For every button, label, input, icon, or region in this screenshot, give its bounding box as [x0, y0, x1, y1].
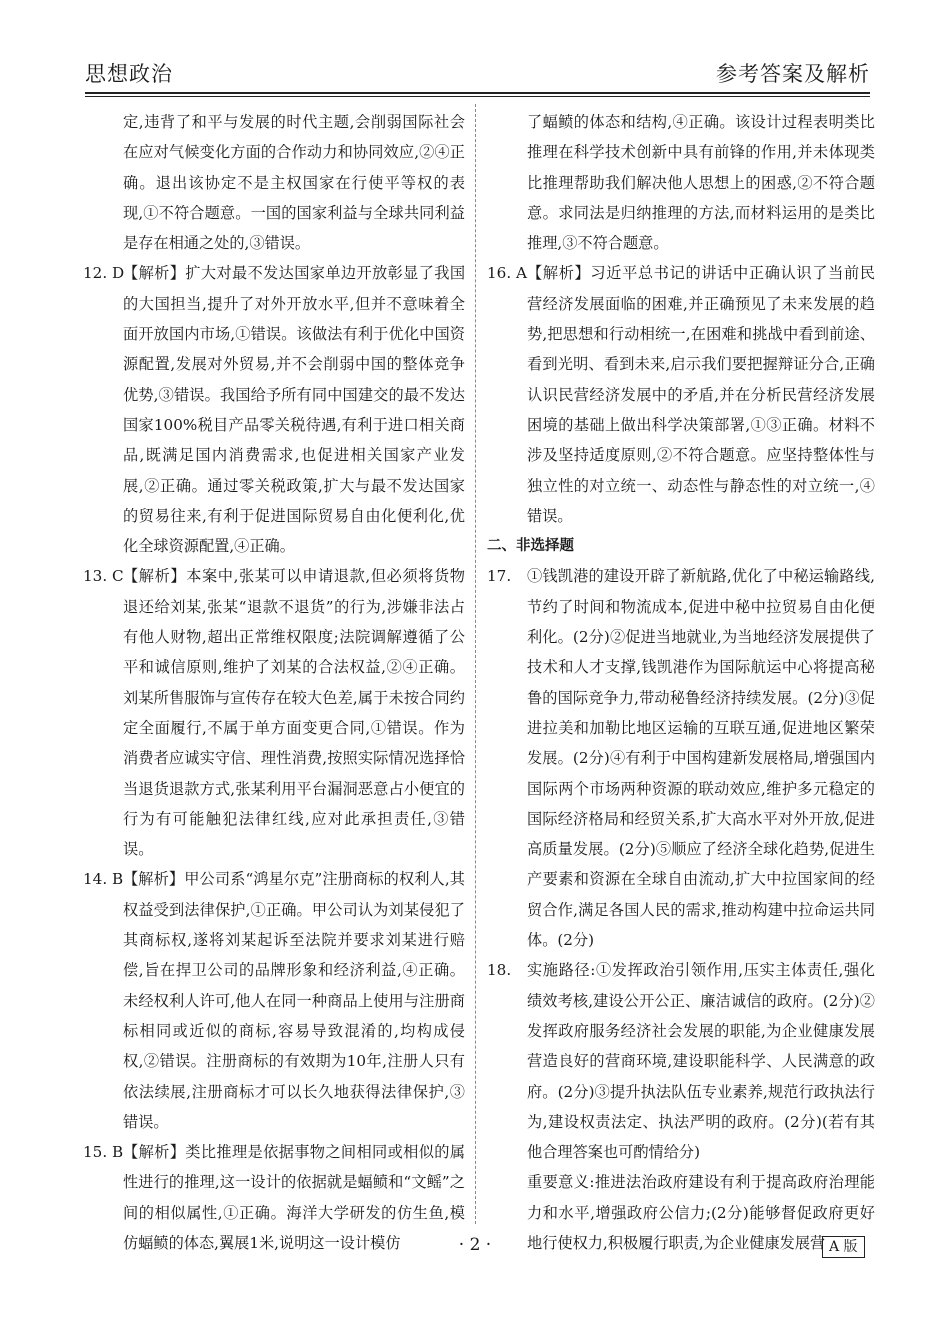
right-column: [487, 107, 875, 1258]
item-text: 【解析】本案中,张某可以申请退款,但必须将货物退还给刘某,张某“退款不退货”的行为,涉嫌非法占有他人财物,超出正常维权限度;法院调解遵循了公平和诚信原则,维护了刘某的合法权益,②④正确。刘某所售服饰与宣传存在较大色差,属于未按合同约定全面履行,不属于单方面变更合同,①错误。作为消费者应诚实守信、理性消费,按照实际情况选择恰当退货退款方式,张某利用平台漏洞恶意占小便宜的行为有可能触犯法律红线,应对此承担责任,③错误。: [123, 567, 465, 859]
continuation-paragraph: 定,违背了和平与发展的时代主题,会削弱国际社会在应对气候变化方面的合作动力和协同效应,②④正确。退出该协定不是主权国家在行使平等权的表现,①不符合题意。一国的国家利益与全球共同利益是存在相通之处的,③错误。: [123, 113, 465, 253]
section-title: 参考答案及解析: [716, 62, 870, 86]
item-number: 15. B: [83, 1143, 124, 1162]
item-number: 13. C: [83, 567, 124, 586]
item-text: 实施路径:①发挥政治引领作用,压实主体责任,强化绩效考核,建设公开公正、廉洁诚信的政府。(2分)②发挥政府服务经济社会发展的职能,为企业健康发展营造良好的营商环境,建设职能科学、人民满意的政府。(2分)③提升执法队伍专业素养,规范行政执法行为,建设权责法定、执法严明的政府。(2分)(若有其他合理答案也可酌情给分): [527, 961, 875, 1162]
item-text: 【解析】类比推理是依据事物之间相同或相似的属性进行的推理,这一设计的依据就是蝠鲼和“文鳐”之间的相似属性,①正确。海洋大学研发的仿生鱼,模仿蝠鲼的体态,翼展1米,说明这一设计模仿: [123, 1143, 465, 1252]
header-rule-thick: [85, 92, 870, 94]
item-text: 【解析】甲公司系“鸿星尔克”注册商标的权利人,其权益受到法律保护,①正确。甲公司认为刘某侵犯了其商标权,遂将刘某起诉至法院并要求刘某进行赔偿,旨在捍卫公司的品牌形象和经济利益,④正确。未经权利人许可,他人在同一种商品上使用与注册商标相同或近似的商标,容易导致混淆的,均构成侵权,②错误。注册商标的有效期为10年,注册人只有依法续展,注册商标才可以长久地获得法律保护,③错误。: [123, 870, 465, 1131]
answer-item-16: [487, 258, 875, 531]
left-column: [83, 107, 465, 1258]
answer-item-13: [83, 561, 465, 864]
item-number: 14. B: [83, 870, 124, 889]
answer-item-14: [83, 864, 465, 1137]
item-number: 17.: [487, 567, 512, 586]
continuation-paragraph: 了蝠鲼的体态和结构,④正确。该设计过程表明类比推理在科学技术创新中具有前锋的作用,并未体现类比推理帮助我们解决他人思想上的困惑,②不符合题意。求同法是归纳推理的方法,而材料运用的是类比推理,③不符合题意。: [527, 113, 875, 253]
column-divider: [475, 104, 476, 1224]
subject-title: 思想政治: [85, 62, 173, 86]
item-number: 18.: [487, 961, 512, 980]
page-number: · 2 ·: [458, 1235, 492, 1255]
answer-item-17: [487, 561, 875, 955]
item-text: ①钱凯港的建设开辟了新航路,优化了中秘运输路线,节约了时间和物流成本,促进中秘中拉贸易自由化便利化。(2分)②促进当地就业,为当地经济发展提供了技术和人才支撑,钱凯港作为国际航运中心将提高秘鲁的国际竞争力,带动秘鲁经济持续发展。(2分)③促进拉美和加勒比地区运输的互联互通,促进地区繁荣发展。(2分)④有利于中国构建新发展格局,增强国内国际两个市场两种资源的联动效应,维护多元稳定的国际经济格局和经贸关系,扩大高水平对外开放,促进高质量发展。(2分)⑤顺应了经济全球化趋势,促进生产要素和资源在全球自由流动,扩大中拉国家间的经贸合作,满足各国人民的需求,推动构建中拉命运共同体。(2分): [527, 567, 875, 950]
item-number: 16. A: [487, 264, 527, 283]
answer-item-12: [83, 258, 465, 561]
version-badge: A 版: [822, 1236, 865, 1258]
header-rule-thin: [85, 96, 870, 97]
item-text: 【解析】习近平总书记的讲话中正确认识了当前民营经济发展面临的困难,并正确预见了未来发展的趋势,把思想和行动相统一,在困难和挑战中看到前途、看到光明、看到未来,启示我们要把握辩证分合,正确认识民营经济发展中的矛盾,并在分析民营经济发展困境的基础上做出科学决策部署,①③正确。材料不涉及坚持适度原则,②不符合题意。应坚持整体性与独立性的对立统一、动态性与静态性的对立统一,④错误。: [527, 264, 875, 525]
item-number: 12. D: [83, 264, 125, 283]
item-18-significance: 重要意义:推进法治政府建设有利于提高政府治理能力和水平,增强政府公信力;(2分)能够督促政府更好地行使权力,积极履行职责,为企业健康发展营: [527, 1173, 875, 1252]
answer-item-18: [487, 955, 875, 1167]
page-header: [85, 58, 870, 90]
section-heading: 二、非选择题: [487, 538, 574, 555]
item-text: 【解析】扩大对最不发达国家单边开放彰显了我国的大国担当,提升了对外开放水平,但并不意味着全面开放国内市场,①错误。该做法有利于优化中国资源配置,发展对外贸易,并不会削弱中国的整体竞争优势,③错误。我国给予所有同中国建交的最不发达国家100%税目产品零关税待遇,有利于进口相关商品,既满足国内消费需求,也促进相关国家产业发展,②正确。通过零关税政策,扩大与最不发达国家的贸易往来,有利于促进国际贸易自由化便利化,优化全球资源配置,④正确。: [123, 264, 465, 556]
